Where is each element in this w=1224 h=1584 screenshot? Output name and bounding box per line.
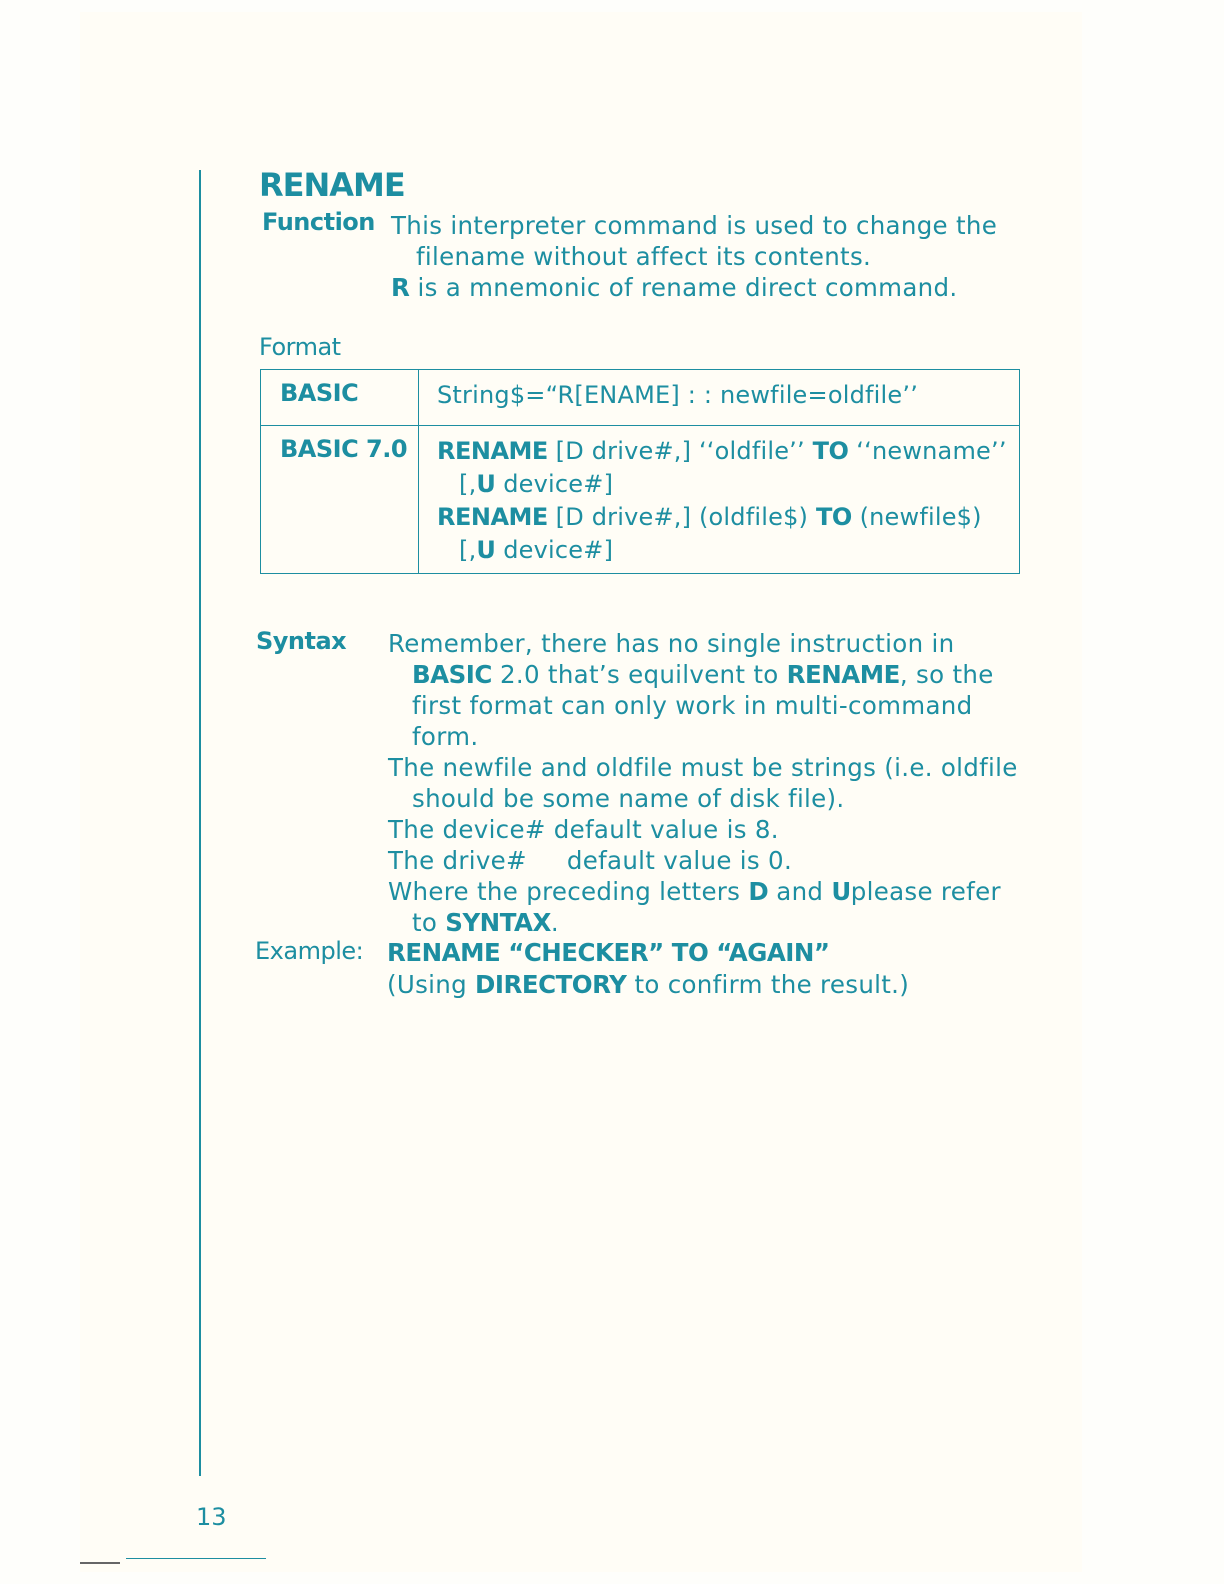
mnemonic-text: is a mnemonic of rename direct command.: [409, 273, 958, 302]
function-description: [391, 210, 1031, 303]
format-row-syntax: [419, 370, 1020, 426]
keyword: U: [476, 536, 496, 564]
syntax-paragraph: The device# default value is 8.: [388, 815, 779, 844]
keyword: RENAME: [437, 503, 548, 531]
text: Where the preceding letters: [388, 877, 749, 906]
page-title: RENAME: [259, 166, 405, 204]
code-text: [,: [459, 536, 477, 564]
example-code: [387, 937, 1027, 969]
function-mnemonic: [391, 272, 1031, 303]
code-text: device#]: [495, 470, 614, 498]
syntax-label: Syntax: [256, 627, 347, 655]
syntax-paragraph: [388, 628, 1020, 752]
text: default value is 0.: [566, 846, 793, 875]
bottom-rule: [126, 1558, 266, 1559]
text: please refer to: [412, 877, 1001, 937]
text: , so the first format can only work in multi-command form.: [412, 660, 994, 751]
function-label: Function: [262, 208, 375, 236]
function-line-1: This interpreter command is used to change the: [391, 211, 998, 240]
syntax-body: [388, 628, 1020, 938]
basic7-format-line-2: [437, 468, 1019, 501]
keyword: D: [748, 877, 769, 906]
format-row-header: BASIC 7.0: [261, 426, 419, 574]
text: to confirm the result.): [626, 970, 910, 999]
keyword: TO: [815, 503, 852, 531]
page-number: 13: [196, 1503, 227, 1531]
format-label: Format: [259, 333, 341, 361]
basic7-format-line-1: [437, 435, 1019, 468]
text: Remember, there has no single instruction in: [388, 629, 955, 658]
function-line-2: filename without affect its contents.: [416, 242, 872, 271]
code-text: [D drive#,] ‘‘oldfile’’: [547, 437, 813, 465]
keyword: U: [831, 877, 851, 906]
text: (Using: [387, 970, 476, 999]
keyword: SYNTAX: [445, 908, 551, 937]
basic-format-line: String$=“R[ENAME] : : newfile=oldfile’’: [437, 381, 919, 409]
mnemonic-letter: R: [391, 273, 410, 302]
basic7-format-line-4: [437, 534, 1019, 567]
text: .: [550, 908, 559, 937]
example-note: [387, 969, 1027, 1001]
text: and: [768, 877, 832, 906]
keyword: TO: [812, 437, 849, 465]
keyword: RENAME: [437, 437, 548, 465]
scan-edge-mark: [80, 1562, 120, 1564]
format-table: [260, 369, 1020, 574]
margin-rule: [199, 170, 201, 1476]
syntax-paragraph: The newfile and oldfile must be strings (i.e. oldfile should be some name of disk file).: [388, 753, 1018, 813]
format-row-header: BASIC: [261, 370, 419, 426]
code-text: [,: [459, 470, 477, 498]
code-text: [D drive#,] (oldfile$): [547, 503, 816, 531]
example-command: RENAME “CHECKER” TO “AGAIN”: [387, 938, 830, 967]
code-text: device#]: [495, 536, 614, 564]
keyword: U: [476, 470, 496, 498]
format-row-basic: [261, 370, 1020, 426]
keyword: BASIC: [412, 660, 492, 689]
basic7-format-line-3: [437, 501, 1019, 534]
keyword: RENAME: [786, 660, 900, 689]
keyword: DIRECTORY: [475, 970, 627, 999]
syntax-paragraph: [388, 845, 1020, 876]
syntax-paragraph: [388, 876, 1020, 938]
text: 2.0 that’s equilvent to: [491, 660, 787, 689]
code-text: (newfile$): [851, 503, 982, 531]
example-body: [387, 937, 1027, 1001]
format-row-basic7: [261, 426, 1020, 574]
example-label: Example:: [255, 937, 364, 965]
code-text: ‘‘newname’’: [848, 437, 1007, 465]
format-row-syntax: [419, 426, 1020, 574]
text: The drive#: [388, 846, 527, 875]
